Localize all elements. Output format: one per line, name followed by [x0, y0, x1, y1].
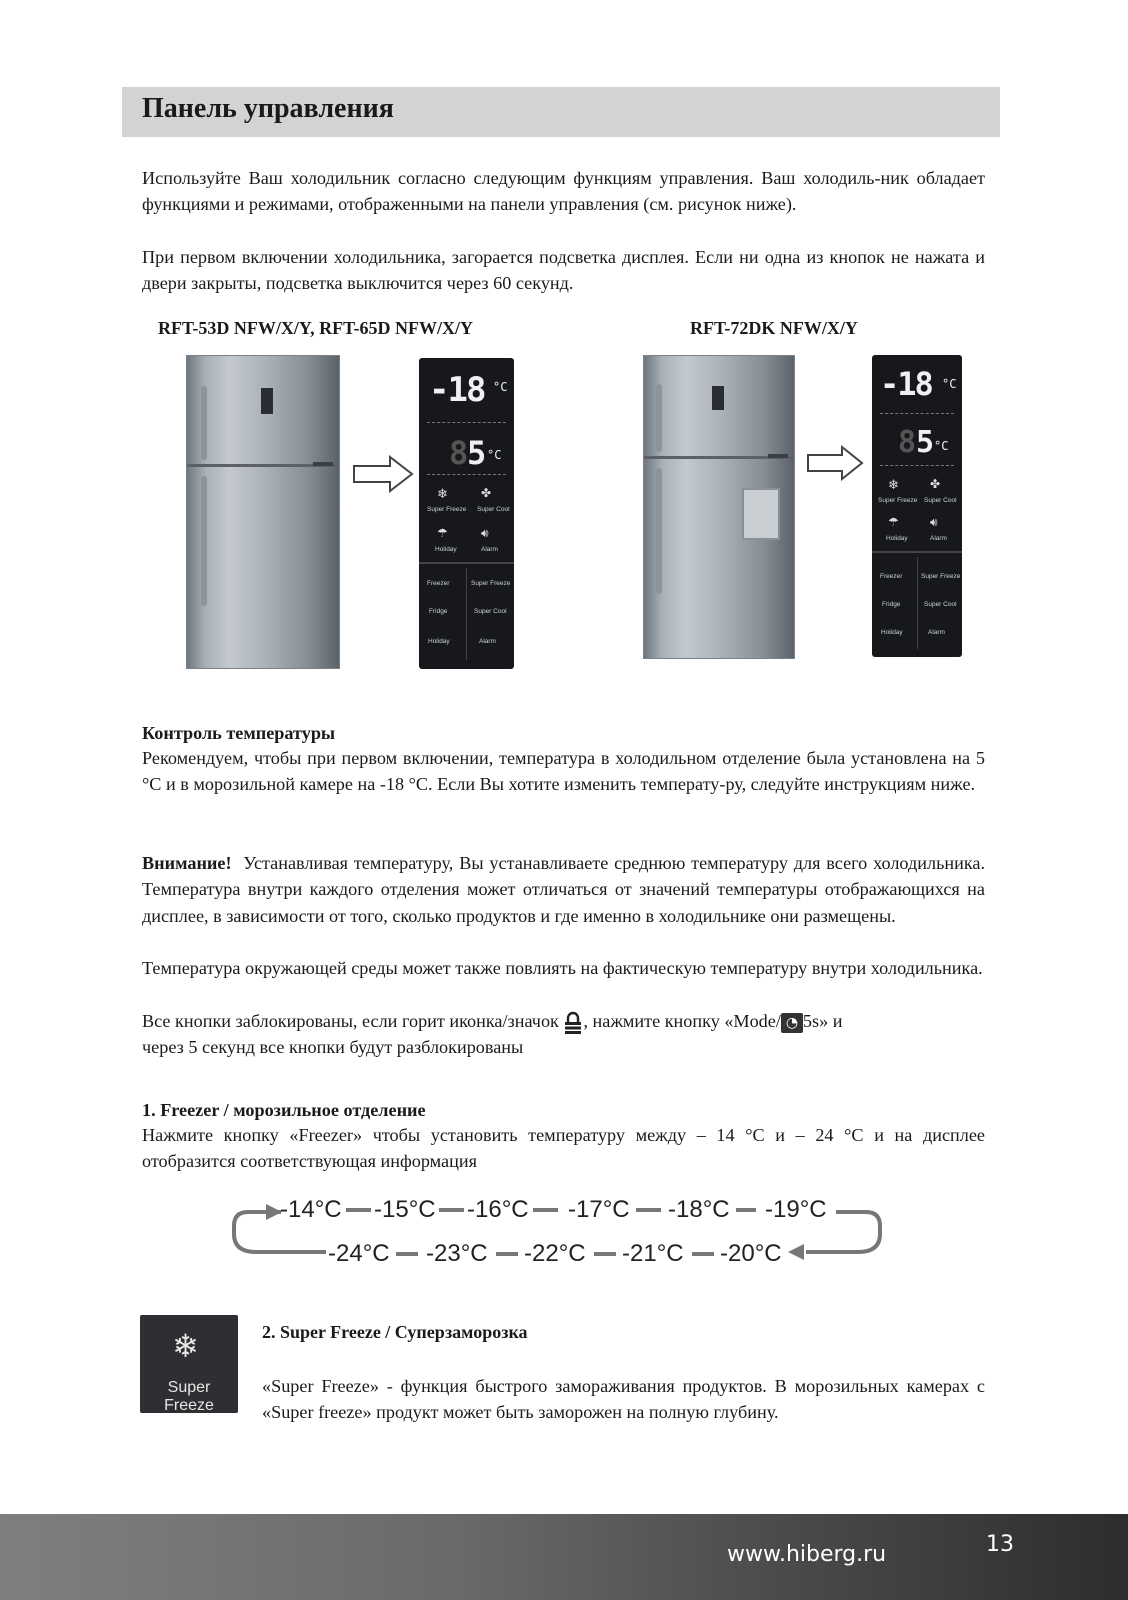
- alarm-icon: 🔊︎: [930, 515, 938, 529]
- fan-icon: ✤: [481, 486, 492, 500]
- intro-paragraph-1: Используйте Ваш холодильник согласно следующим функциям управления. Ваш холодиль-ник обладает функциями и режимами, отображенными на панели управления (см. рисунок ниже).: [142, 168, 985, 215]
- super-freeze-label: Super Freeze: [878, 497, 918, 504]
- lock-icon: [563, 1011, 583, 1035]
- cycle-step: -14°C: [280, 1196, 342, 1223]
- control-panel-right: -18 °C 8 5 °C ❄ ✤ Super Freeze Super Cool ☂ 🔊︎ Holiday Alarm Freezer Super Freeze Fridge Super Cool Holiday Alarm: [872, 355, 962, 657]
- lock-text-after: 5s» и: [802, 1011, 843, 1031]
- model-label-left: RFT-53D NFW/X/Y, RFT-65D NFW/X/Y: [158, 318, 474, 338]
- lock-text-line2: через 5 секунд все кнопки будут разблокированы: [142, 1037, 524, 1057]
- super-cool-button[interactable]: Super Cool: [924, 601, 957, 608]
- lock-paragraph: [142, 1008, 985, 1035]
- alarm-button[interactable]: Alarm: [928, 629, 945, 636]
- alarm-label: Alarm: [481, 546, 498, 553]
- fridge-temp-display: 5: [916, 425, 935, 460]
- fridge-image-right: [643, 355, 795, 659]
- freezer-text: Нажмите кнопку «Freezer» чтобы установить температуру между – 14 °С и – 24 °С и на дисплее отобразится соответствующая информация: [142, 1125, 985, 1172]
- cycle-step: -24°C: [328, 1240, 390, 1267]
- footer-url: www.hiberg.ru: [727, 1542, 887, 1567]
- holiday-label: Holiday: [435, 546, 457, 553]
- attention-label: Внимание!: [142, 853, 232, 873]
- alarm-icon: 🔊︎: [481, 526, 489, 540]
- freezer-temp-display: -18: [429, 370, 485, 410]
- cycle-step: -15°C: [374, 1196, 436, 1223]
- snowflake-icon: ❄: [888, 477, 899, 492]
- holiday-button[interactable]: Holiday: [428, 638, 450, 645]
- snowflake-icon: ❄: [172, 1327, 199, 1365]
- super-freeze-icon-tile: [140, 1315, 238, 1413]
- fridge-temp-display: 5: [467, 434, 487, 472]
- control-panel-left: -18 °C 8 5 °C ❄ ✤ Super Freeze Super Cool ☂ 🔊︎ Holiday Alarm Freezer Super Freeze Fridge Super Cool Holiday Alarm: [419, 358, 514, 669]
- freezer-heading: 1. Freezer / морозильное отделение: [142, 1100, 426, 1120]
- fan-icon: ✤: [930, 477, 941, 491]
- temp-unit: °C: [493, 380, 508, 394]
- cycle-step: -21°C: [622, 1240, 684, 1267]
- cycle-step: -23°C: [426, 1240, 488, 1267]
- super-freeze-label: Super Freeze: [427, 506, 467, 513]
- page-footer: [0, 1514, 1128, 1600]
- cycle-step: -17°C: [568, 1196, 630, 1223]
- fridge-button[interactable]: Fridge: [882, 601, 901, 608]
- attention-paragraph: [142, 850, 985, 929]
- fridge-image-left: [186, 355, 340, 669]
- super-freeze-heading: 2. Super Freeze / Суперзаморозка: [262, 1322, 528, 1342]
- page-number: 13: [986, 1532, 1014, 1557]
- cycle-step: -19°C: [765, 1196, 827, 1223]
- holiday-icon: ☂: [888, 515, 899, 529]
- attention-text: Устанавливая температуру, Вы устанавливаете среднюю температуру для всего холодильника. Температура внутри каждого отделения может отличаться от значений температуры отображающихся на дисплее, в зависимости от того, сколько продуктов и где именно в холодильнике они размещены.: [142, 853, 986, 926]
- super-cool-button[interactable]: Super Cool: [474, 608, 507, 615]
- cycle-step: -20°C: [720, 1240, 782, 1267]
- snowflake-icon: ❄: [437, 486, 448, 501]
- page-title: Панель управления: [142, 93, 394, 124]
- lock-text-before: Все кнопки заблокированы, если горит иконка/значок: [142, 1011, 559, 1031]
- lock-text-middle: , нажмите кнопку «Mode/: [583, 1011, 781, 1031]
- alarm-label: Alarm: [930, 535, 947, 542]
- cycle-step: -22°C: [524, 1240, 586, 1267]
- ambient-text: Температура окружающей среды может также повлиять на фактическую температуру внутри холодильника.: [142, 958, 983, 978]
- temp-control-text: Рекомендуем, чтобы при первом включении, температура в холодильном отделение была установлена на 5 °С и в морозильной камере на -18 °С. Если Вы хотите изменить температу-ру, следуйте инструкциям ниже.: [142, 748, 985, 795]
- super-freeze-button[interactable]: Super Freeze: [921, 573, 961, 580]
- alarm-button[interactable]: Alarm: [479, 638, 496, 645]
- holiday-label: Holiday: [886, 535, 908, 542]
- cycle-step: -18°C: [668, 1196, 730, 1223]
- section-title-bar: [122, 87, 1000, 137]
- freezer-button[interactable]: Freezer: [427, 580, 450, 587]
- holiday-icon: ☂: [437, 526, 448, 540]
- freezer-button[interactable]: Freezer: [880, 573, 903, 580]
- arrow-right-icon: [806, 445, 864, 481]
- arrow-right-icon: [352, 455, 414, 493]
- holiday-button[interactable]: Holiday: [881, 629, 903, 636]
- model-label-right: RFT-72DK NFW/X/Y: [690, 318, 858, 338]
- intro-paragraph-2: При первом включении холодильника, загорается подсветка дисплея. Если ни одна из кнопок не нажата и двери закрыты, подсветка выключится через 60 секунд.: [142, 247, 985, 294]
- cycle-step: -16°C: [467, 1196, 529, 1223]
- super-cool-label: Super Cool: [477, 506, 510, 513]
- fridge-button[interactable]: Fridge: [429, 608, 448, 615]
- freezer-temp-display: -18: [880, 365, 932, 403]
- super-cool-label: Super Cool: [924, 497, 957, 504]
- temp-control-heading: Контроль температуры: [142, 723, 336, 743]
- mode-button-icon: ◔: [781, 1013, 803, 1033]
- super-freeze-button[interactable]: Super Freeze: [471, 580, 511, 587]
- super-freeze-text: «Super Freeze» - функция быстрого замораживания продуктов. В морозильных камерах с «Super freeze» продукт может быть заморожен на полную глубину.: [262, 1376, 985, 1423]
- super-freeze-icon-label: Super Freeze: [164, 1379, 214, 1414]
